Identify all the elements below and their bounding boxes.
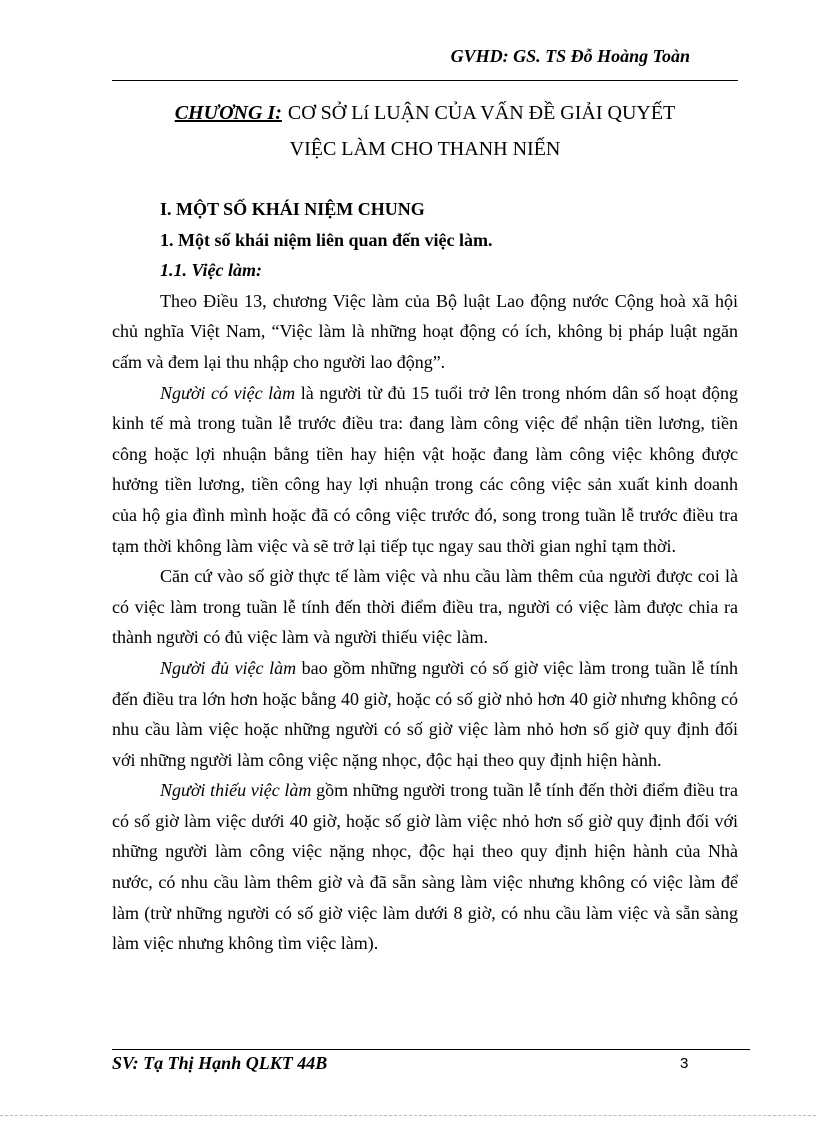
paragraph-2-text: là người từ đủ 15 tuổi trở lên trong nhóm dân số hoạt động kinh tế mà trong tuần lễ trước điều tra: đang làm công việc để nhận tiền lương, tiền công hoặc lợi nhuận bằng tiền hay hiện vật hoặc đang làm công việc không được hưởng tiền lương, tiền công hay lợi nhuận trong các công việc sản xuất kinh doanh của hộ gia đình mình hoặc đã có công việc trước đó, song trong tuần lễ trước điều tra tạm thời không làm việc và sẽ trở lại tiếp tục ngay sau thời gian nghỉ tạm thời. [112, 382, 738, 556]
paragraph-5-term: Người thiếu việc làm [160, 780, 312, 801]
paragraph-4 [112, 653, 738, 775]
paragraph-4-text: bao gồm những người có số giờ việc làm trong tuần lễ tính đến điều tra lớn hơn hoặc bằng 40 giờ, hoặc có số giờ nhỏ hơn 40 giờ nhưng không có nhu cầu làm việc hoặc những người có số giờ việc làm nhỏ hơn số giờ quy định đối với những người làm công việc nặng nhọc, độc hại theo quy định hiện hành. [112, 657, 738, 770]
section-heading-1: I. MỘT SỐ KHÁI NIỆM CHUNG [160, 199, 425, 219]
paragraph-1: Theo Điều 13, chương Việc làm của Bộ luật Lao động nước Cộng hoà xã hội chủ nghĩa Việt Nam, “Việc làm là những hoạt động có ích, không bị pháp luật ngăn cấm và đem lại thu nhập cho người lao động”. [112, 290, 738, 372]
paragraph-2-term: Người có việc làm [160, 382, 296, 403]
body-content [112, 194, 738, 959]
section-heading-3: 1.1. Việc làm: [160, 260, 262, 281]
chapter-title-line-2: VIỆC LÀM CHO THANH NIẾN [289, 138, 561, 160]
header-supervisor: GVHD: GS. TS Đỗ Hoàng Toàn [450, 46, 690, 66]
chapter-title-line-1 [112, 95, 738, 131]
paragraph-5 [112, 775, 738, 959]
chapter-label: CHƯƠNG I: [174, 102, 282, 124]
chapter-title [112, 95, 738, 167]
page-bottom-divider [0, 1115, 816, 1116]
paragraph-4-term: Người đủ việc làm [160, 657, 297, 678]
paragraph-2 [112, 378, 738, 562]
footer-student: SV: Tạ Thị Hạnh QLKT 44B [112, 1053, 328, 1073]
footer-rule [112, 1049, 750, 1050]
section-heading-2: 1. Một số khái niệm liên quan đến việc làm. [160, 229, 493, 250]
paragraph-3: Căn cứ vào số giờ thực tế làm việc và nhu cầu làm thêm của người được coi là có việc làm trong tuần lễ tính đến thời điểm điều tra, người có việc làm được chia ra thành người có đủ việc làm và người thiếu việc làm. [112, 566, 738, 648]
header-rule [112, 80, 738, 81]
paragraph-5-text: gồm những người trong tuần lễ tính đến thời điểm điều tra có số giờ làm việc dưới 40 giờ, hoặc số giờ làm việc nhỏ hơn số giờ quy định đối với những người làm công việc nặng nhọc, độc hại theo quy định hiện hành của Nhà nước, có nhu cầu làm thêm giờ và đã sẵn sàng làm việc nhưng không có việc làm để làm (trừ những người có số giờ việc làm dưới 8 giờ, có nhu cầu làm việc và sẵn sàng làm việc nhưng không tìm việc làm). [112, 780, 738, 954]
chapter-title-text-1: CƠ SỞ Lí LUẬN CỦA VẤN ĐỀ GIẢI QUYẾT [287, 102, 676, 124]
page-number: 3 [680, 1055, 689, 1072]
